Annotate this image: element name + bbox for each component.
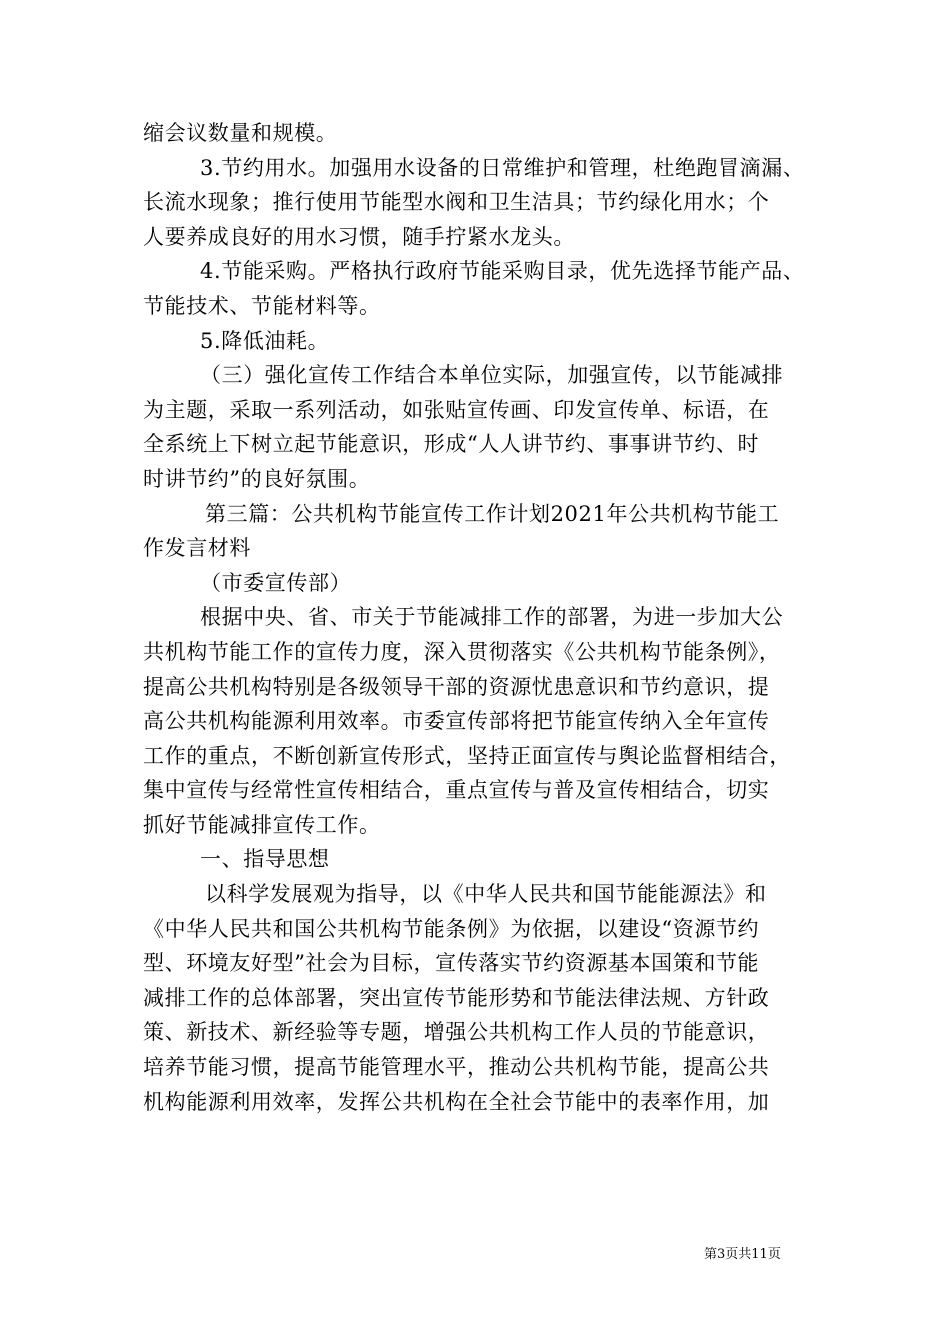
- text-line: 作发言材料: [143, 536, 251, 561]
- text-line: 根据中央、省、市关于节能减排工作的部署，为进一步加大公: [200, 605, 784, 630]
- text-line: 长流水现象；推行使用节能型水阀和卫生洁具；节约绿化用水；个: [143, 190, 770, 215]
- text-line: 4.节能采购。严格执行政府节能采购目录，优先选择节能产品、: [200, 259, 805, 284]
- text-line: 缩会议数量和规模。: [143, 121, 338, 145]
- text-line: 3.节约用水。加强用水设备的日常维护和管理，杜绝跑冒滴漏、: [200, 155, 805, 180]
- page-number: 第3页共11页: [704, 1247, 781, 1262]
- text-line: 为主题，采取一系列活动，如张贴宣传画、印发宣传单、标语，在: [143, 397, 770, 422]
- text-line: 培养节能习惯，提高节能管理水平，推动公共机构节能，提高公共: [143, 1055, 770, 1080]
- text-line: 型、环境友好型”社会为目标，宣传落实节约资源基本国策和节能: [143, 951, 760, 976]
- text-line: 《中华人民共和国公共机构节能条例》为依据，以建设“资源节约: [143, 916, 760, 941]
- text-line: 全系统上下树立起节能意识，形成“人人讲节约、事事讲节约、时: [143, 432, 760, 457]
- text-line: 第三篇：公共机构节能宣传工作计划2021年公共机构节能工: [205, 501, 780, 526]
- text-line: 5.降低油耗。: [200, 328, 330, 353]
- text-line: 时讲节约”的良好氛围。: [143, 466, 371, 491]
- text-line: 人要养成良好的用水习惯，随手拧紧水龙头。: [143, 224, 575, 249]
- text-line: 抓好节能减排宣传工作。: [143, 812, 381, 837]
- text-line: 高公共机构能源利用效率。市委宣传部将把节能宣传纳入全年宣传: [143, 709, 770, 734]
- text-line: 工作的重点，不断创新宣传形式，坚持正面宣传与舆论监督相结合，: [143, 743, 791, 768]
- text-line: 一、指导思想: [200, 847, 330, 872]
- text-line: （三）强化宣传工作结合本单位实际，加强宣传，以节能减排: [200, 363, 784, 388]
- text-line: 节能技术、节能材料等。: [143, 293, 381, 318]
- text-line: 集中宣传与经常性宣传相结合，重点宣传与普及宣传相结合，切实: [143, 778, 770, 803]
- text-line: （市委宣传部）: [200, 570, 352, 595]
- text-line: 机构能源利用效率，发挥公共机构在全社会节能中的表率作用，加: [143, 1089, 770, 1114]
- text-line: 策、新技术、新经验等专题，增强公共机构工作人员的节能意识，: [143, 1020, 770, 1045]
- text-line: 共机构节能工作的宣传力度，深入贯彻落实《公共机构节能条例》，: [143, 639, 781, 664]
- document-body: [143, 116, 815, 1119]
- text-line: 提高公共机构特别是各级领导干部的资源忧患意识和节约意识，提: [143, 674, 770, 699]
- text-line: 以科学发展观为指导，以《中华人民共和国节能能源法》和: [205, 882, 767, 907]
- text-line: 减排工作的总体部署，突出宣传节能形势和节能法律法规、方针政: [143, 985, 770, 1010]
